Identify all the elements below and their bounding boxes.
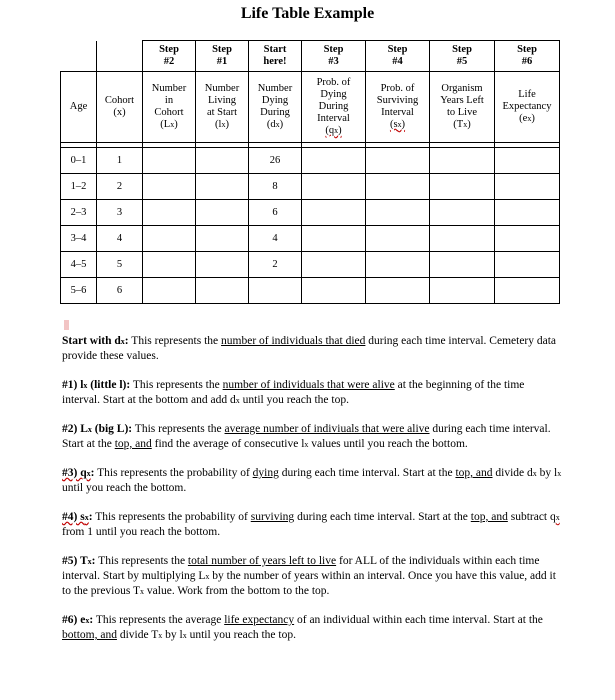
table-row bbox=[61, 226, 560, 252]
Lx-cell[interactable] bbox=[143, 226, 196, 252]
col-Tx: Organism Years Left to Live (Tx) bbox=[430, 72, 495, 143]
ex-cell[interactable] bbox=[495, 148, 560, 174]
Lx-cell[interactable] bbox=[143, 148, 196, 174]
lx-cell[interactable] bbox=[196, 200, 249, 226]
lx-cell[interactable] bbox=[196, 252, 249, 278]
col-ex: Life Expectancy (ex) bbox=[495, 72, 560, 143]
page-title: Life Table Example bbox=[240, 5, 375, 22]
Tx-cell[interactable] bbox=[430, 278, 495, 304]
Tx-cell[interactable] bbox=[430, 252, 495, 278]
ex-cell[interactable] bbox=[495, 278, 560, 304]
step-header-sx: Step #4 bbox=[366, 41, 430, 72]
step-header-lx: Step #1 bbox=[196, 41, 249, 72]
lx-cell[interactable] bbox=[196, 174, 249, 200]
sx-cell[interactable] bbox=[366, 148, 430, 174]
col-dx: Number Dying During (dx) bbox=[249, 72, 302, 143]
blank-cell bbox=[97, 41, 143, 72]
qx-cell[interactable] bbox=[302, 252, 366, 278]
dx-cell: 2 bbox=[249, 252, 302, 278]
instruction-step3: #3) qx: This represents the probability of dying during each time interval. Start at the top, and divide dx by lx until you reach the bottom. bbox=[62, 467, 562, 494]
col-sx: Prob. of Surviving Interval (sx) bbox=[366, 72, 430, 143]
sx-cell[interactable] bbox=[366, 200, 430, 226]
cohort-cell: 1 bbox=[97, 148, 143, 174]
dx-cell: 4 bbox=[249, 226, 302, 252]
ex-cell[interactable] bbox=[495, 252, 560, 278]
qx-cell[interactable] bbox=[302, 174, 366, 200]
table-row bbox=[61, 252, 560, 278]
col-Lx: Number in Cohort (Lx) bbox=[143, 72, 196, 143]
lx-cell[interactable] bbox=[196, 226, 249, 252]
table-row bbox=[61, 200, 560, 226]
dx-cell: 8 bbox=[249, 174, 302, 200]
step-header-dx: Start here! bbox=[249, 41, 302, 72]
table-row bbox=[61, 174, 560, 200]
step-header-qx: Step #3 bbox=[302, 41, 366, 72]
table-row bbox=[61, 148, 560, 174]
sx-cell[interactable] bbox=[366, 252, 430, 278]
sx-cell[interactable] bbox=[366, 226, 430, 252]
step-header-Lx: Step #2 bbox=[143, 41, 196, 72]
col-lx: Number Living at Start (lx) bbox=[196, 72, 249, 143]
step-row bbox=[61, 41, 560, 72]
instruction-step1: #1) lx (little l): This represents the number of individuals that were alive at the beginning of the time interval. Start at the bottom and add dx until you reach the top. bbox=[62, 379, 525, 406]
instruction-step4: #4) sx: This represents the probability of surviving during each time interval. Start at the top, and subtract qx from 1 until you reach the bottom. bbox=[62, 511, 560, 538]
age-cell: 4–5 bbox=[61, 252, 97, 278]
ex-cell[interactable] bbox=[495, 226, 560, 252]
sx-cell[interactable] bbox=[366, 278, 430, 304]
instruction-step2: #2) Lx (big L): This represents the average number of indiviuals that were alive during each time interval. Start at the top, and find the average of consecutive lx values until you reach the bottom. bbox=[62, 423, 551, 450]
Lx-cell[interactable] bbox=[143, 252, 196, 278]
age-cell: 1–2 bbox=[61, 174, 97, 200]
cohort-cell: 4 bbox=[97, 226, 143, 252]
age-cell: 3–4 bbox=[61, 226, 97, 252]
age-cell: 5–6 bbox=[61, 278, 97, 304]
cursor-marker bbox=[64, 320, 69, 330]
Tx-cell[interactable] bbox=[430, 200, 495, 226]
col-cohort: Cohort (x) bbox=[97, 72, 143, 143]
col-qx: Prob. of Dying During Interval (qx) bbox=[302, 72, 366, 143]
lx-cell[interactable] bbox=[196, 148, 249, 174]
qx-cell[interactable] bbox=[302, 148, 366, 174]
age-cell: 0–1 bbox=[61, 148, 97, 174]
ex-cell[interactable] bbox=[495, 200, 560, 226]
dx-cell: 26 bbox=[249, 148, 302, 174]
instruction-step6: #6) ex: This represents the average life expectancy of an individual within each time interval. Start at the bottom, and divide Tx by lx until you reach the top. bbox=[62, 614, 543, 641]
column-header-row bbox=[61, 72, 560, 143]
age-cell: 2–3 bbox=[61, 200, 97, 226]
Lx-cell[interactable] bbox=[143, 200, 196, 226]
qx-cell[interactable] bbox=[302, 278, 366, 304]
cohort-cell: 5 bbox=[97, 252, 143, 278]
cohort-cell: 2 bbox=[97, 174, 143, 200]
table-row bbox=[61, 278, 560, 304]
blank-cell bbox=[61, 41, 97, 72]
Lx-cell[interactable] bbox=[143, 278, 196, 304]
qx-cell[interactable] bbox=[302, 200, 366, 226]
instruction-step5: #5) Tx: This represents the total number of years left to live for ALL of the individuals within each time interval. Start by multiplying Lx by the number of years within an interval. Once you have this value, add it to the previous Tx value. Work from the bottom to the top. bbox=[62, 555, 556, 597]
ex-cell[interactable] bbox=[495, 174, 560, 200]
Tx-cell[interactable] bbox=[430, 226, 495, 252]
lx-cell[interactable] bbox=[196, 278, 249, 304]
step-header-ex: Step #6 bbox=[495, 41, 560, 72]
Lx-cell[interactable] bbox=[143, 174, 196, 200]
dx-cell[interactable] bbox=[249, 278, 302, 304]
qx-cell[interactable] bbox=[302, 226, 366, 252]
Tx-cell[interactable] bbox=[430, 148, 495, 174]
cohort-cell: 3 bbox=[97, 200, 143, 226]
instruction-start: Start with dx: This represents the number of individuals that died during each time interval. Cemetery data provide these values. bbox=[62, 335, 557, 362]
sx-cell[interactable] bbox=[366, 174, 430, 200]
life-table bbox=[60, 40, 560, 304]
Tx-cell[interactable] bbox=[430, 174, 495, 200]
dx-cell: 6 bbox=[249, 200, 302, 226]
cohort-cell: 6 bbox=[97, 278, 143, 304]
col-age: Age bbox=[61, 72, 97, 143]
step-header-Tx: Step #5 bbox=[430, 41, 495, 72]
